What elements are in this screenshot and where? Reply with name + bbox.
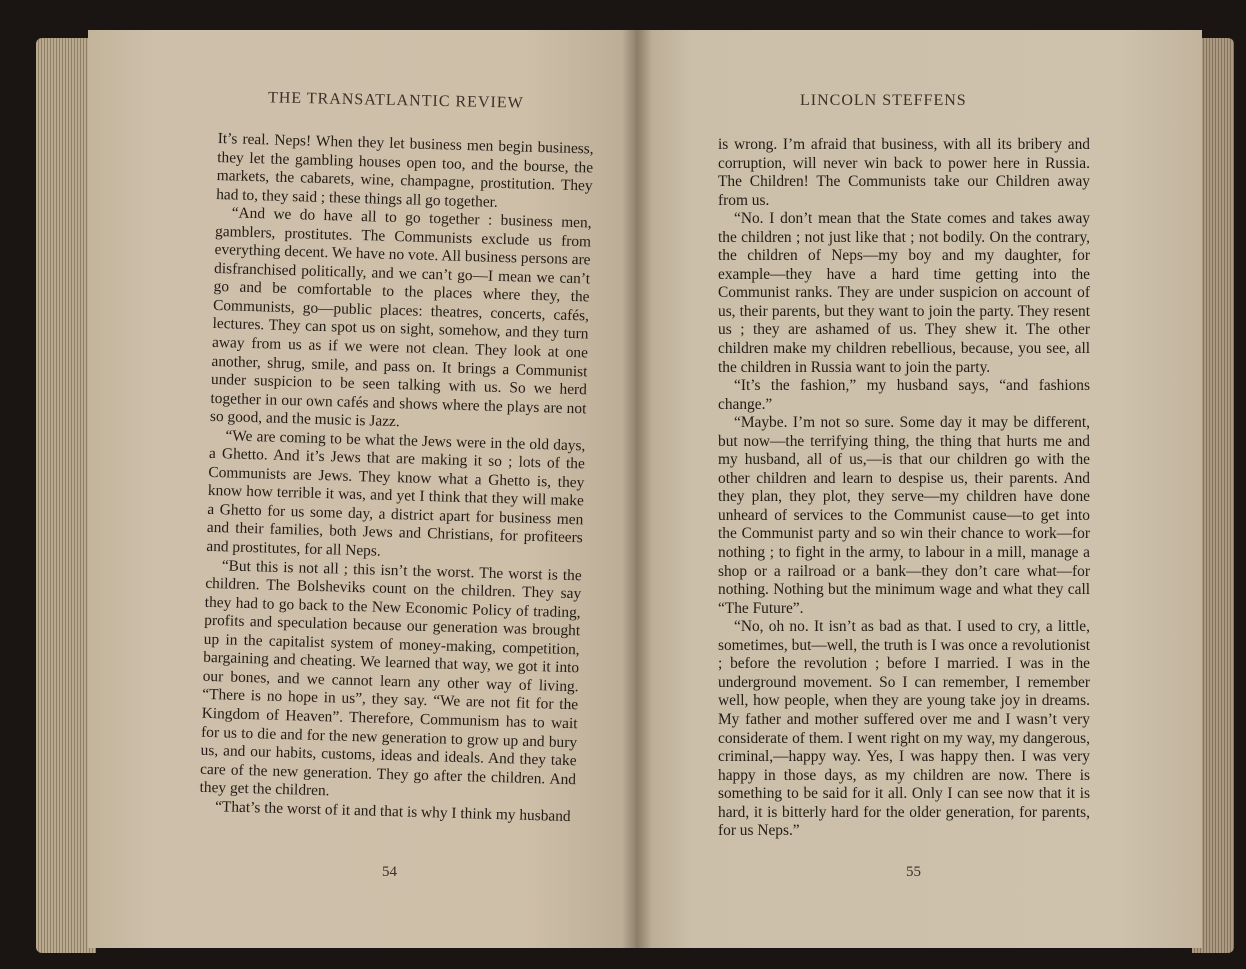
left-paragraph-1: It’s real. Neps! When they let business men begin business, they let the gambling houses open too, and the bourse, the markets, the cabarets, wine, champagne, prostitution. They had to, they said ; these things all go together. [215,130,594,211]
left-page-text [199,130,594,826]
open-book [22,12,1234,957]
left-paragraph-3: “We are coming to be what the Jews were in the old days, a Ghetto. And it’s Jews that are making it so ; lots of the Communists are Jews. They know what a Ghetto is, they know how terrible it was, and yet I think that they will make a Ghetto for us some day, a district apart for business men and their families, both Jews and Christians, for profiteers and prostitutes, for all Neps. [206,427,586,560]
right-page-text [718,136,1090,841]
left-running-head: THE TRANSATLANTIC REVIEW [267,89,524,112]
left-paragraph-4: “But this is not all ; this isn’t the worst. The worst is the children. The Bolsheviks count on the children. They say they had to go back to the New Economic Policy of trading, profits and speculation because our generation was brought up in the capitalist system of money-making, competition, bargaining and cheating. We learned that way, we got it into our bones, and we cannot learn any other way of living. “There is no hope in us”, they say. “We are not fit for the Kingdom of Heaven”. Therefore, Communism has to wait for us to die and for the new generation to grow up and bury us, and our habits, customs, ideas and ideals. And they take care of the new generation. They go after the children. And they get the children. [199,556,582,800]
right-paragraph-4: “Maybe. I’m not so sure. Some day it may be different, but now—the terrifying thing, the thing that hurts me and my husband, all of us,—is that our children go with the other children and learn to despise us, their parents. And they plan, they plot, they serve—my children have done unheard of services to the Communist cause—to get into the Communist party and so win their chance to work—for nothing ; to fight in the army, to labour in a mill, manage a shop or a railroad or a bank—they don’t care what—for nothing. Nothing but the minimum wage and what they call “The Future”. [718,414,1090,617]
left-page [88,30,636,948]
left-page-number: 54 [382,864,397,880]
right-paragraph-2: “No. I don’t mean that the State comes and takes away the children ; not just like that ; not bodily. On the contrary, the children of Neps—my boy and my daughter, for example—they have a hard time getting into the Communist ranks. They are under suspicion on account of us, their parents, but they want to join the party. They resent us ; they are ashamed of us. They shew it. The other children make my children rebellious, because, you see, all the children in Russia want to join the party. [718,210,1090,376]
right-paragraph-1: is wrong. I’m afraid that business, with all its bribery and corruption, will never win back to power here in Russia. The Children! The Communists take our Children away from us. [718,136,1090,209]
right-running-head: LINCOLN STEFFENS [800,92,967,109]
right-paragraph-3: “It’s the fashion,” my husband says, “and fashions change.” [718,377,1090,413]
right-paragraph-5: “No, oh no. It isn’t as bad as that. I used to cry, a little, sometimes, but—well, the truth is I was once a revolutionist ; before the revolution ; before I married. I was in the underground movement. So I can remember, I remember well, how people, when they are young take joy in dreams. My father and mother suffered over me and I wasn’t very considerate of them. I went right on my way, my dangerous, criminal,—happy way. Yes, I was happy then. I was very happy in those days, as my children are now. There is something to be said for it all. Only I can see now that it is hard, it is bitterly hard for the older generation, for parents, for us Neps.” [718,618,1090,840]
book-gutter [622,30,652,948]
left-page-edges [36,38,96,953]
left-paragraph-5: “That’s the worst of it and that is why I think my husband [214,797,571,825]
right-page-number: 55 [906,864,921,880]
left-paragraph-2: “And we do have all to go together : business men, gamblers, prostitutes. The Communists exclude us from everything decent. We have no vote. All business persons are disfranchised politically, and we can’t go—I mean we can’t go and be comfortable to the places where they, the Communists, go—public places: theatres, concerts, cafés, lectures. They can spot us on sight, somehow, and they turn away from us as if we were not clean. They look at one another, shrug, smile, and pass on. It brings a Communist under suspicion to be seen talking with us. So we herd together in our own cafés and shows where the plays are not so good, and the music is Jazz. [209,204,592,431]
right-page [636,30,1202,948]
